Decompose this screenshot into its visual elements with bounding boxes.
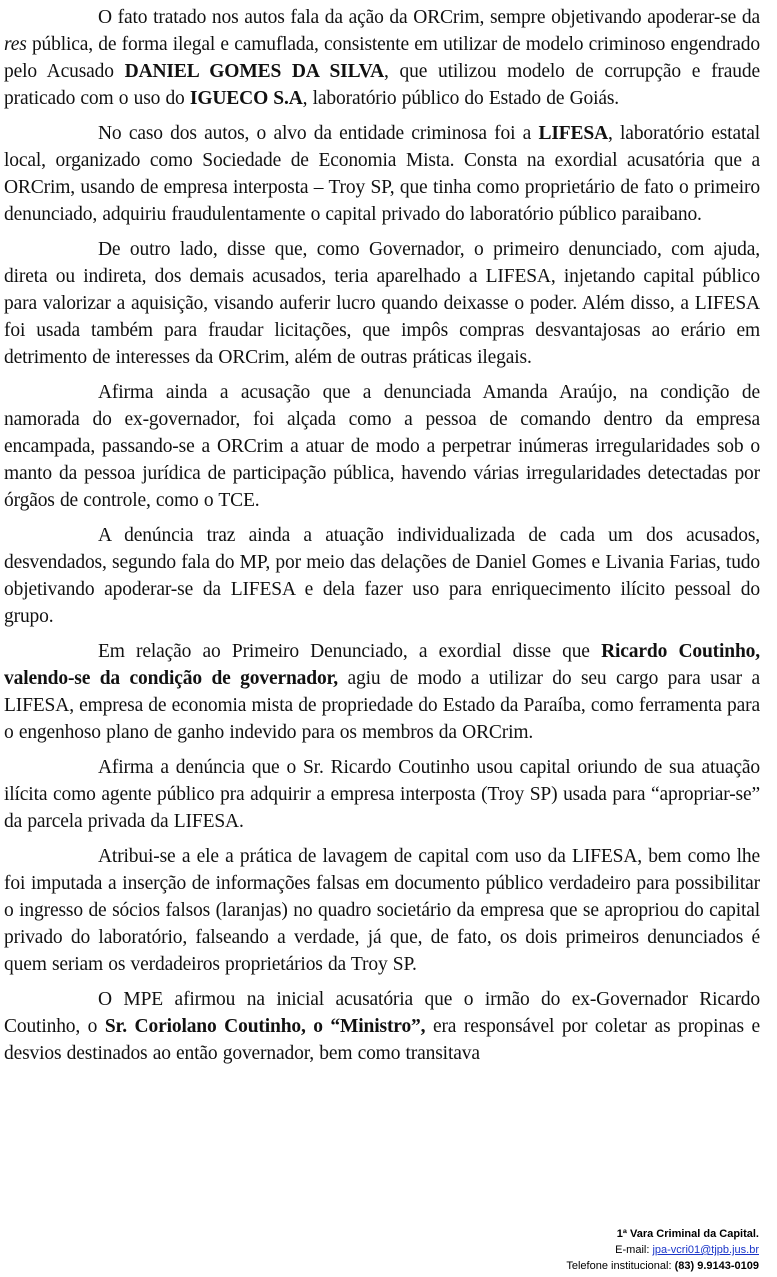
body-paragraph: [4, 236, 760, 371]
paragraph-text: , laboratório público do Estado de Goiás.: [302, 88, 620, 109]
bold-text: Sr. Coriolano Coutinho, o “Ministro”,: [104, 1016, 426, 1037]
paragraph-text: Afirma a denúncia que o Sr. Ricardo Coutinho usou capital oriundo de sua atuação ilícita como agente público pra adquirir a empresa interposta (Troy SP) usada para “apropriar-se” da parcela privada da LIFESA.: [4, 757, 760, 832]
paragraph-text: Atribui-se a ele a prática de lavagem de capital com uso da LIFESA, bem como lhe foi imputada a inserção de informações falsas em documento público verdadeiro para possibilitar o ingresso de sócios falsos (laranjas) no quadro societário da empresa que se apropriou do capital privado do laboratório, falseando a verdade, já que, de fato, os dois primeiros denunciados é quem seriam os verdadeiros proprietários da Troy SP.: [4, 846, 760, 975]
body-paragraph: [4, 4, 760, 112]
body-paragraph: [4, 638, 760, 746]
email-link[interactable]: jpa-vcri01@tjpb.jus.br: [652, 1244, 759, 1256]
bold-text: Ricardo Coutinho, valendo-se da condição de governador,: [4, 641, 760, 689]
phone-label: Telefone institucional:: [566, 1260, 675, 1272]
body-paragraph: [4, 986, 760, 1067]
phone-number: (83) 9.9143-0109: [674, 1260, 759, 1272]
court-name: 1ª Vara Criminal da Capital.: [616, 1228, 759, 1240]
email-line: [359, 1242, 759, 1258]
paragraph-text: Afirma ainda a acusação que a denunciada Amanda Araújo, na condição de namorada do ex-governador, foi alçada como a pessoa de comando dentro da empresa encampada, passando-se a ORCrim a atuar de modo a perpetrar inúmeras irregularidades sob o manto da pessoa jurídica de participação pública, havendo várias irregularidades detectadas por órgãos de controle, como o TCE.: [4, 382, 760, 511]
bold-text: LIFESA: [538, 123, 609, 144]
body-paragraph: [4, 379, 760, 514]
body-paragraph: [4, 120, 760, 228]
body-paragraph: [4, 843, 760, 978]
bold-text: IGUECO S.A: [189, 88, 303, 109]
paragraph-text: O MPE afirmou na inicial acusatória que o irmão do ex-Governador Ricardo Coutinho, o: [4, 989, 760, 1037]
email-label: E-mail:: [615, 1244, 653, 1256]
document-body: [4, 4, 760, 1075]
paragraph-text: O fato tratado nos autos fala da ação da ORCrim, sempre objetivando apoderar-se da: [98, 7, 760, 28]
italic-text: res: [4, 34, 27, 55]
paragraph-text: agiu de modo a utilizar do seu cargo para usar a LIFESA, empresa de economia mista de propriedade do Estado da Paraíba, como ferramenta para o engenhoso plano de ganho indevido para os membros da ORCrim.: [4, 668, 760, 743]
body-paragraph: [4, 754, 760, 835]
paragraph-text: , que utilizou modelo de corrupção e fraude praticado com o uso do: [4, 61, 760, 109]
body-paragraph: [4, 522, 760, 630]
paragraph-text: A denúncia traz ainda a atuação individualizada de cada um dos acusados, desvendados, segundo fala do MP, por meio das delações de Daniel Gomes e Livania Farias, tudo objetivando apoderar-se da LIFESA e dela fazer uso para enriquecimento ilícito pessoal do grupo.: [4, 525, 760, 627]
phone-line: [359, 1258, 759, 1274]
paragraph-text: No caso dos autos, o alvo da entidade criminosa foi a: [98, 123, 539, 144]
paragraph-text: , laboratório estatal local, organizado como Sociedade de Economia Mista. Consta na exordial acusatória que a ORCrim, usando de empresa interposta – Troy SP, que tinha como proprietário de fato o primeiro denunciado, adquiriu fraudulentamente o capital privado do laboratório público paraibano.: [4, 123, 760, 225]
paragraph-text: era responsável por coletar as propinas e desvios destinados ao então governador, bem como transitava: [4, 1016, 761, 1064]
bold-text: DANIEL GOMES DA SILVA: [124, 61, 385, 82]
paragraph-text: Em relação ao Primeiro Denunciado, a exordial disse que: [98, 641, 602, 662]
page-footer: [359, 1226, 759, 1274]
paragraph-text: De outro lado, disse que, como Governador, o primeiro denunciado, com ajuda, direta ou indireta, dos demais acusados, teria aparelhado a LIFESA, injetando capital público para valorizar a aquisição, visando auferir lucro quando deixasse o poder. Além disso, a LIFESA foi usada também para fraudar licitações, que impôs compras desvantajosas ao erário em detrimento de interesses da ORCrim, além de outras práticas ilegais.: [4, 239, 760, 368]
paragraph-text: pública, de forma ilegal e camuflada, consistente em utilizar de modelo criminoso engendrado pelo Acusado: [4, 34, 760, 82]
